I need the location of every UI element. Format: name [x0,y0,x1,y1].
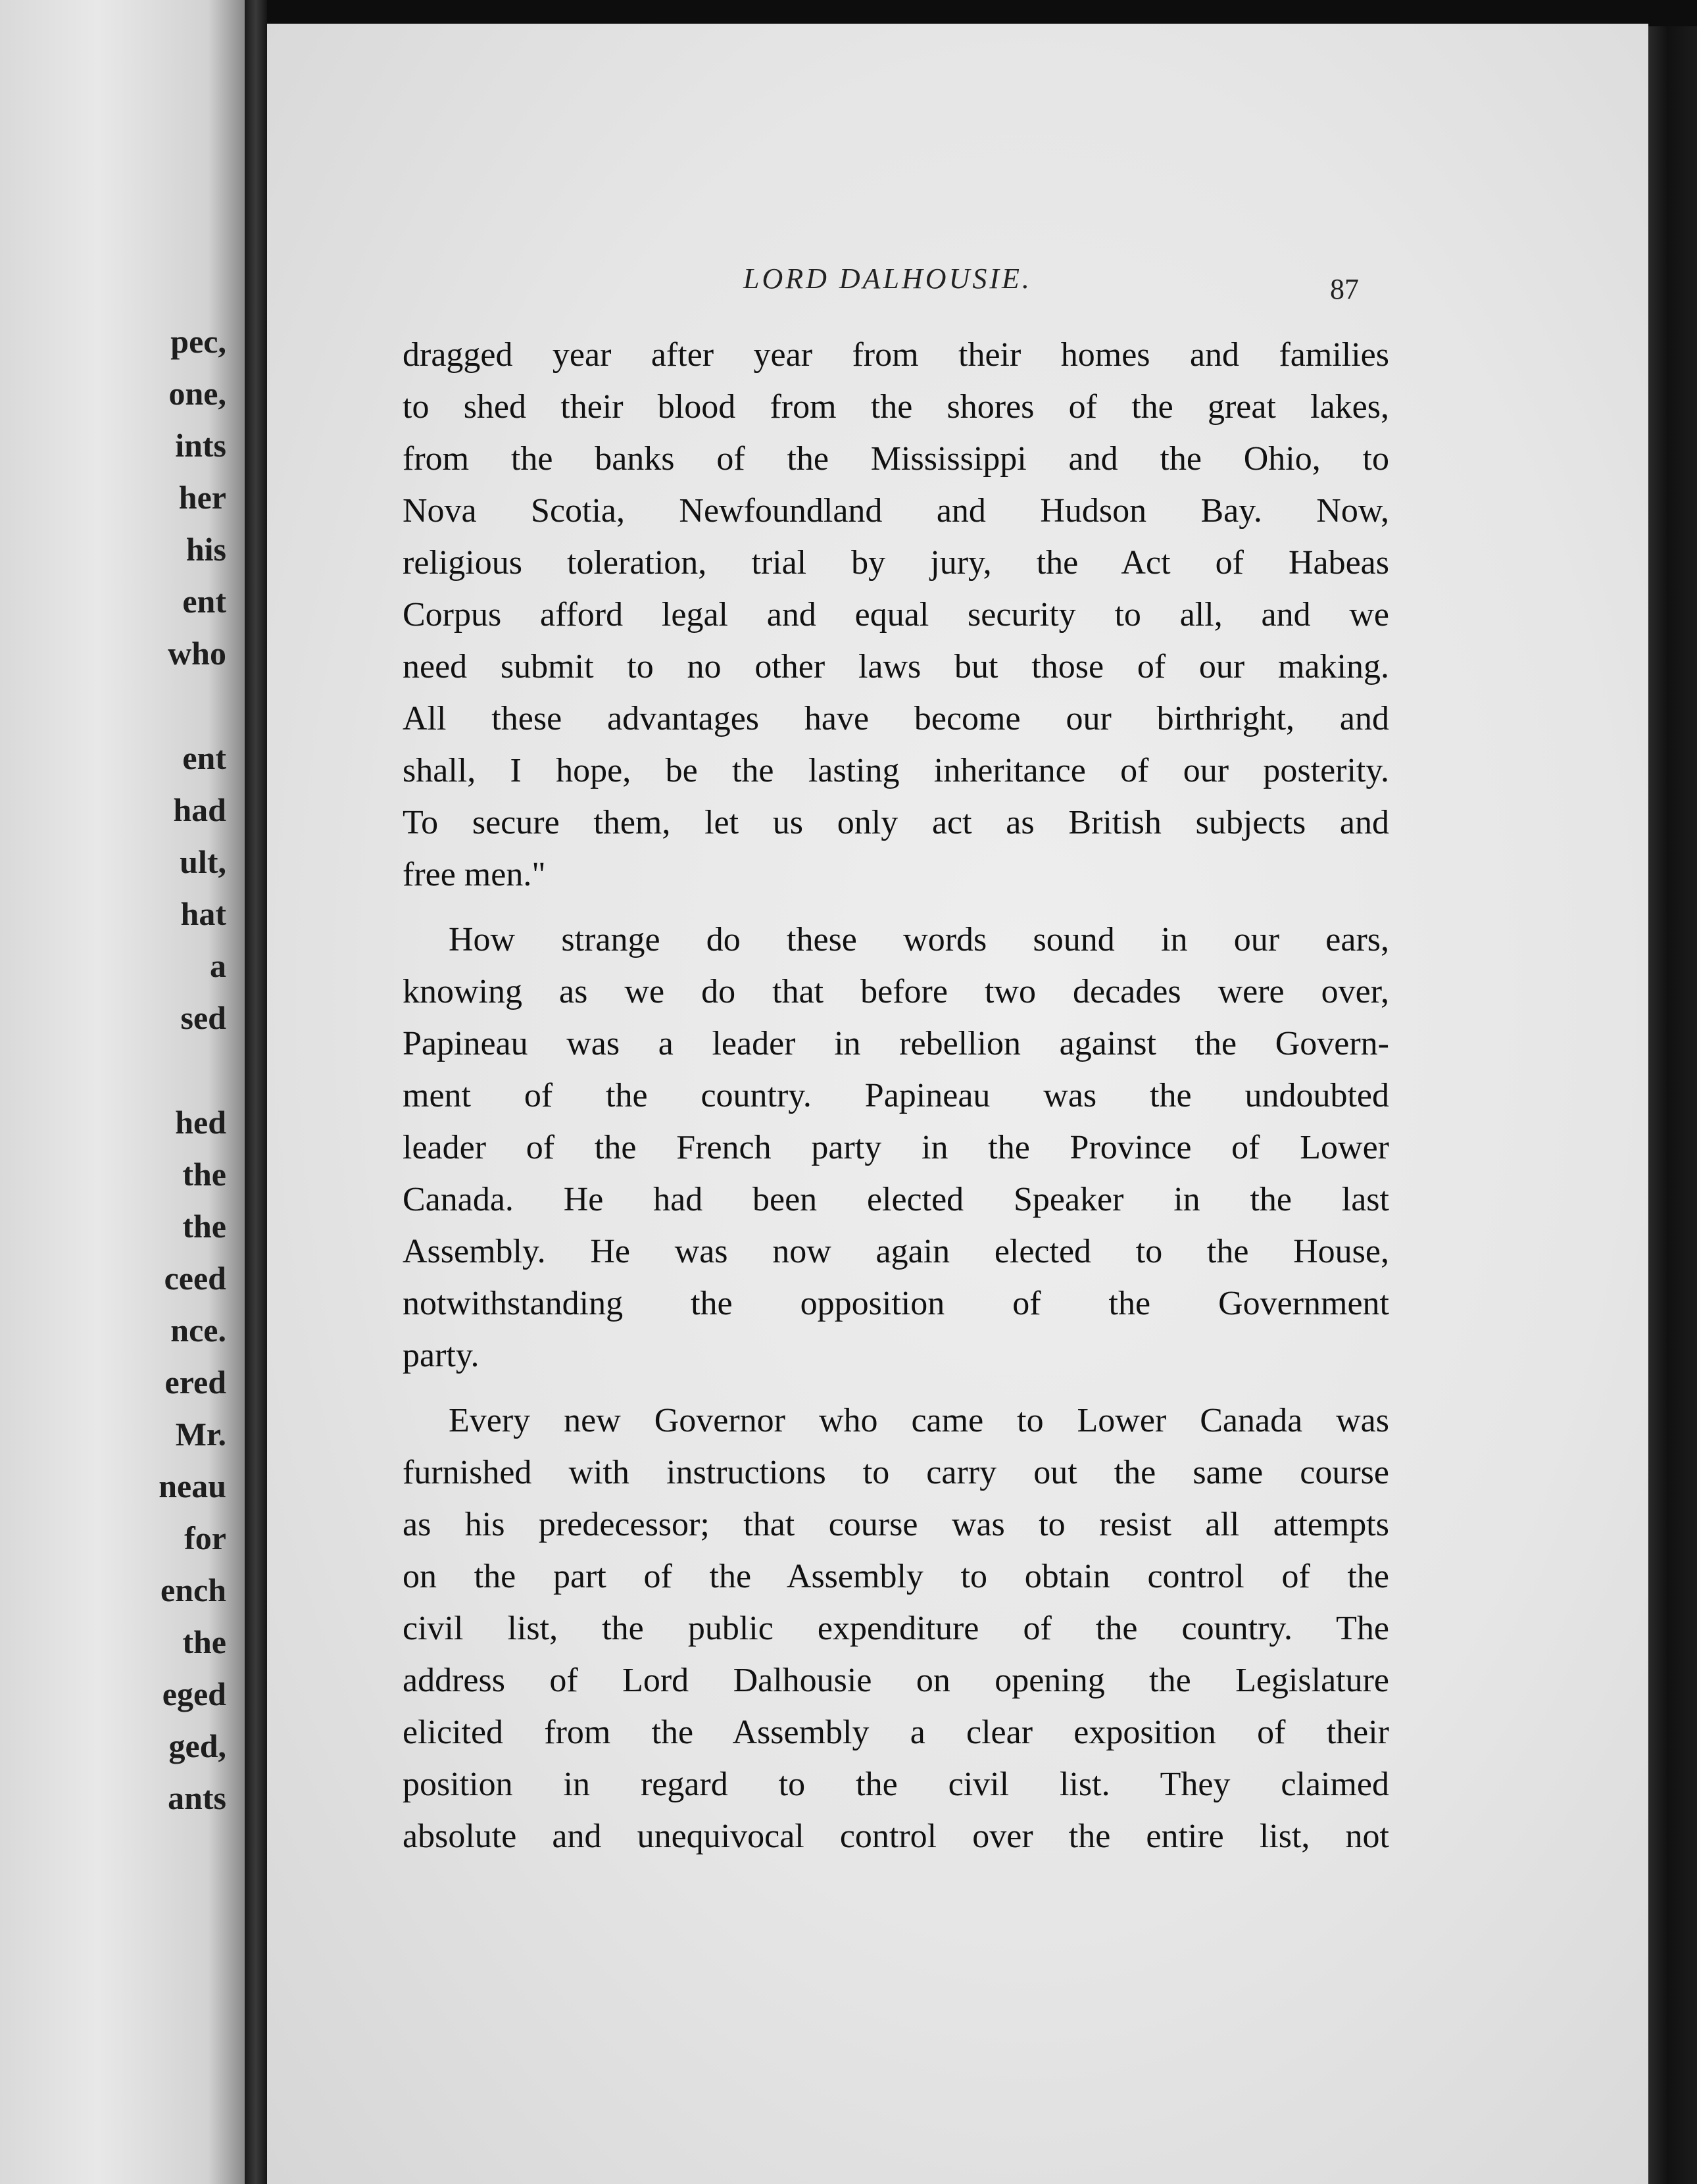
text-line: knowing as we do that before two decades were over, [403,973,1389,1010]
page-number: 87 [1330,273,1359,305]
left-line: eged [162,1675,226,1712]
paragraph [403,914,1389,1381]
left-line: Mr. [175,1416,226,1452]
text-line: Assembly. He was now again elected to the House, [403,1233,1389,1270]
text-line: need submit to no other laws but those of our making. [403,648,1389,685]
text-line: civil list, the public expenditure of the country. The [403,1610,1389,1647]
left-line: who [168,635,226,672]
running-header: LORD DALHOUSIE. [743,262,1032,295]
left-line: ent [182,583,226,620]
text-line: Every new Governor who came to Lower Canada was [449,1402,1389,1439]
text-line: to shed their blood from the shores of the great lakes, [403,388,1389,426]
left-line: her [178,479,226,516]
left-line: the [182,1208,226,1245]
text-line: elicited from the Assembly a clear exposition of their [403,1714,1389,1751]
left-line: one, [168,375,226,412]
text-line: To secure them, let us only act as British subjects and [403,804,1389,841]
left-line: nce. [170,1312,226,1349]
paragraph [403,1395,1389,1862]
left-line: ged, [168,1727,226,1764]
left-line: hat [180,895,226,932]
left-line: pec, [170,323,226,360]
left-facing-page [0,0,245,2184]
left-line: neau [159,1468,226,1504]
text-line: position in regard to the civil list. They claimed [403,1766,1389,1803]
left-line: the [182,1624,226,1660]
left-line: ench [160,1572,226,1608]
text-line: Papineau was a leader in rebellion against the Govern- [403,1025,1389,1062]
left-line: hed [175,1104,226,1141]
left-line: ent [182,739,226,776]
left-line: his [185,531,226,568]
left-line: a [210,947,226,984]
left-line: ints [175,427,226,464]
text-line: as his predecessor; that course was to resist all attempts [403,1506,1389,1543]
text-line: on the part of the Assembly to obtain control of the [403,1558,1389,1595]
text-line: Nova Scotia, Newfoundland and Hudson Bay. Now, [403,492,1389,530]
text-line: furnished with instructions to carry out the same course [403,1454,1389,1491]
left-line: ants [168,1779,226,1816]
left-line: for [184,1520,226,1556]
left-line: sed [180,999,226,1036]
left-line: the [182,1156,226,1193]
text-line: How strange do these words sound in our ears, [449,921,1389,958]
text-line: address of Lord Dalhousie on opening the Legislature [403,1662,1389,1699]
text-line: free men." [403,856,546,893]
text-line: dragged year after year from their homes and families [403,336,1389,374]
text-line: party. [403,1337,480,1374]
text-line: Canada. He had been elected Speaker in the last [403,1181,1389,1218]
text-line: leader of the French party in the Province of Lower [403,1129,1389,1166]
left-line: ered [164,1364,226,1401]
text-line: shall, I hope, be the lasting inheritance of our posterity. [403,752,1389,789]
book-binding-gutter [245,0,267,2184]
text-line: All these advantages have become our birthright, and [403,700,1389,737]
text-line: religious toleration, trial by jury, the Act of Habeas [403,544,1389,582]
text-line: ment of the country. Papineau was the undoubted [403,1077,1389,1114]
text-line: absolute and unequivocal control over the entire list, not [403,1818,1389,1855]
text-line: Corpus afford legal and equal security to all, and we [403,596,1389,633]
paragraph [403,329,1389,901]
left-line: had [173,791,226,828]
text-line: notwithstanding the opposition of the Government [403,1285,1389,1322]
body-text [403,329,1389,1862]
text-line: from the banks of the Mississippi and the Ohio, to [403,440,1389,478]
page-edge-shadow [1648,26,1697,2184]
left-line: ult, [180,843,226,880]
left-line: ceed [164,1260,226,1297]
